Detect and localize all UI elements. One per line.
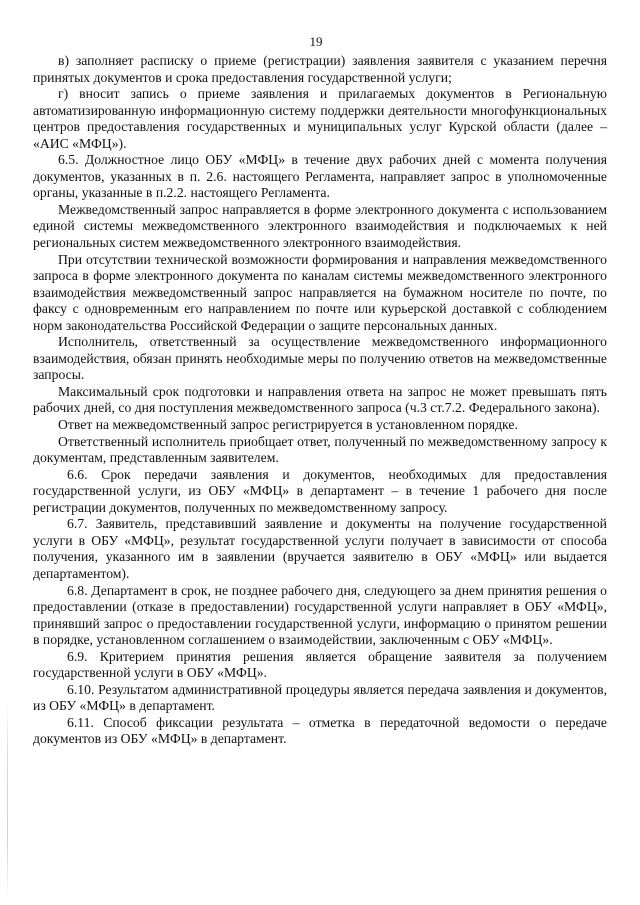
paragraph-6-6: 6.6. Срок передачи заявления и документов, необходимых для предоставления государственной услуги, из ОБУ «МФЦ» в департамент – в течение 1 рабочего дня после регистрации документов, полученных по межведомственному запросу. [33,466,607,515]
document-body [33,53,607,748]
paragraph-6-7: 6.7. Заявитель, представивший заявление и документы на получение государственной услуги в ОБУ «МФЦ», результат государственной услуги получает в зависимости от способа получения, указанного им в заявлении (вручается заявителю в ОБУ «МФЦ» или выдается департаментом). [33,516,607,581]
paragraph-interagency-request-electronic: Межведомственный запрос направляется в форме электронного документа с использованием единой системы межведомственного электронного взаимодействия и подключаемых к ней региональных систем межведомственного электронного взаимодействия. [33,201,607,251]
paragraph-6-8: 6.8. Департамент в срок, не позднее рабочего дня, следующего за днем принятия решения о предоставлении (отказе в предоставлении) государственной услуги направляет в ОБУ «МФЦ», принявший запрос о предоставлении государственной услуги, информацию о принятом решении в порядке, установленном соглашением о взаимодействии, заключенным с ОБУ «МФЦ». [33,582,607,648]
scan-edge-line [7,700,8,900]
paragraph-executor-duties: Исполнитель, ответственный за осуществление межведомственного информационного взаимодействия, обязан принять необходимые меры по получению ответов на межведомственные запросы. [33,334,607,383]
paragraph-6-11: 6.11. Способ фиксации результата – отметка в передаточной ведомости о передаче документов из ОБУ «МФЦ» в департамент. [33,714,607,747]
paragraph-response-deadline: Максимальный срок подготовки и направления ответа на запрос не может превышать пять рабочих дней, со дня поступления межведомственного запроса (ч.3 ст.7.2. Федерального закона). [33,383,607,416]
page-number: 19 [309,34,323,49]
paragraph-interagency-request-paper: При отсутствии технической возможности формирования и направления межведомственного запроса в форме электронного документа по каналам системы межведомственного электронного взаимодействия межведомственный запрос направляется на бумажном носителе по почте, по факсу с одновременным его направлением по почте или курьерской доставкой с соблюдением норм законодательства Российской Федерации о защите персональных данных. [33,251,607,333]
paragraph-response-registration: Ответ на межведомственный запрос регистрируется в установленном порядке. [58,417,518,433]
paragraph-item-v: в) заполняет расписку о приеме (регистрации) заявления заявителя с указанием перечня принятых документов и срока предоставления государственной услуги; [33,53,607,85]
paragraph-6-10: 6.10. Результатом административной процедуры является передача заявления и документов, из ОБУ «МФЦ» в департамент. [33,681,607,714]
paragraph-response-attachment: Ответственный исполнитель приобщает ответ, полученный по межведомственному запросу к документам, представленным заявителем. [33,433,607,466]
paragraph-6-9: 6.9. Критерием принятия решения является обращение заявителя за получением государственной услуги в ОБУ «МФЦ». [33,648,607,681]
paragraph-item-g: г) вносит запись о приеме заявления и прилагаемых документов в Региональную автоматизированную информационную систему поддержки деятельности многофункциональных центров предоставления государственных и муниципальных услуг Курской области (далее – «АИС «МФЦ»). [33,86,607,151]
paragraph-6-5: 6.5. Должностное лицо ОБУ «МФЦ» в течение двух рабочих дней с момента получения документов, указанных в п. 2.6. настоящего Регламента, направляет запрос в уполномоченные органы, указанные в п.2.2. настоящего Регламента. [33,152,607,201]
